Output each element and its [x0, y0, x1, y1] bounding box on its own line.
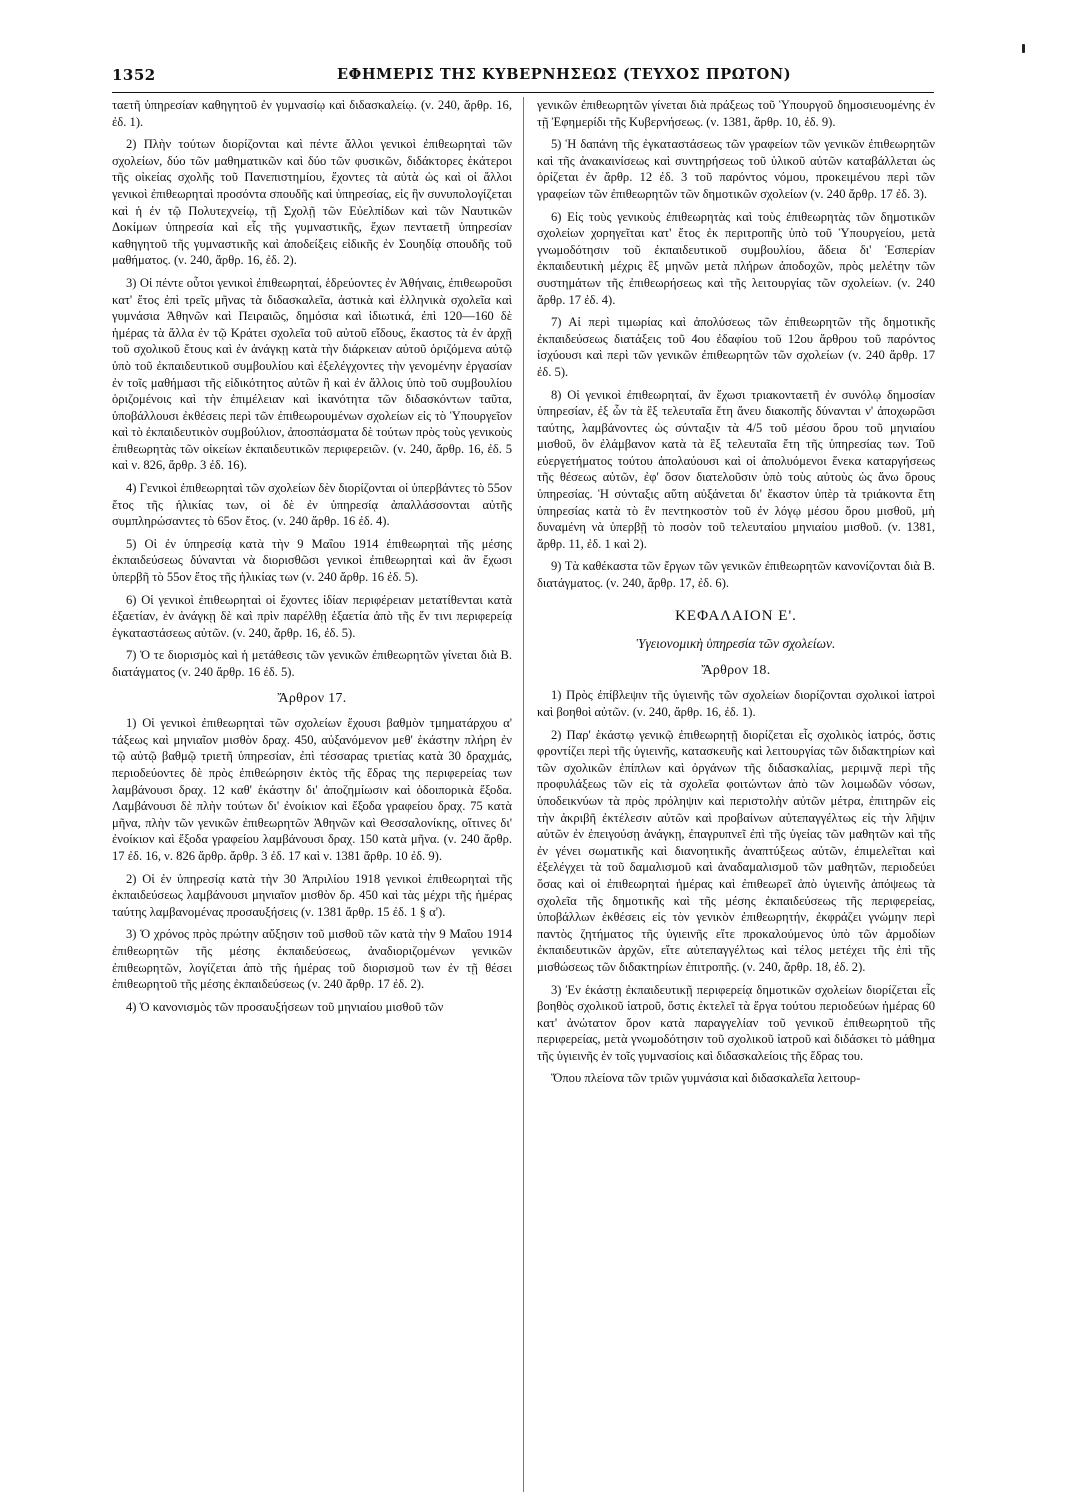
- header-rule: [112, 92, 934, 93]
- paragraph: 2) Παρ' ἑκάστῳ γενικῷ ἐπιθεωρητῇ διορίζεται εἷς σχολικὸς ἰατρός, ὅστις φροντίζει περὶ τῆς ὑγιεινῆς, κατασκευῆς καὶ λειτουργίας τῶν διδακτηρίων καὶ τῶν σχολικῶν ἐπίπλων καὶ ὀργάνων τῆς διδασκαλίας, μεριμνᾷ περὶ τῆς προφυλάξεως τῶν εἰς τὰ σχολεῖα φοιτώντων ἀπὸ τῶν λοιμωδῶν νόσων, ὑποδεικνύων τὰ πρὸς πρόληψιν καὶ περιστολὴν αὐτῶν μέτρα, ἐπιτηρῶν εἰς τὴν ἀκριβῆ ἐκτέλεσιν αὐτῶν καὶ προβαίνων αὐτεπαγγέλτως εἰς τὴν λῆψιν αὐτῶν ἐν ἐπειγούσῃ ἀνάγκῃ, ἐπαγρυπνεῖ ἐπὶ τῆς ὑγείας τῶν μαθητῶν καὶ τῆς ἐν γένει σωματικῆς καὶ διανοητικῆς ἀναπτύξεως αὐτῶν, ἐπιμελεῖται καὶ ἐξελέγχει τὰ τοῦ δαμαλισμοῦ καὶ ἀναδαμαλισμοῦ τῶν μαθητῶν, περιοδεύει ὅσας καὶ οἱ ἐπιθεωρηταὶ ἡμέρας καὶ ἐπιθεωρεῖ ἀπὸ ὑγιεινῆς ἀπόψεως τὰ σχολεῖα τῆς δημοτικῆς καὶ τῆς μέσης ἐκπαιδεύσεως τῆς περιφερείας, ὑποβάλλων ἐκθέσεις εἰς τὸν γενικὸν ἐπιθεωρητήν, ἐκφράζει γνώμην περὶ παντὸς ζητήματος τῆς ὑγιεινῆς εἴτε προκαλούμενος ὑπὸ τῶν ἁρμοδίων ἐκπαιδευτικῶν ἀρχῶν, εἴτε αὐτεπαγγέλτως καὶ τέλος μετέχει τῆς ἐπὶ τῆς μισθώσεως τῶν διδακτηρίων ἐπιτροπῆς. (ν. 240, ἄρθρ. 18, ἐδ. 2).: [537, 727, 935, 974]
- paragraph: 2) Οἱ ἐν ὑπηρεσίᾳ κατὰ τὴν 30 Ἀπριλίου 1918 γενικοὶ ἐπιθεωρηταὶ τῆς ἐκπαιδεύσεως λαμβάνουσι μηνιαῖον μισθὸν δρ. 450 καὶ τὰς μέχρι τῆς ἡμέρας ταύτης λαμβανομένας προσαυξήσεις (ν. 1381 ἄρθρ. 15 ἐδ. 1 § α').: [112, 871, 512, 919]
- page-number: 1352: [112, 66, 156, 84]
- running-title: ΕΦΗΜΕΡΙΣ ΤΗΣ ΚΥΒΕΡΝΗΣΕΩΣ (ΤΕΥΧΟΣ ΠΡΩΤΟΝ): [337, 66, 792, 83]
- paragraph: 6) Εἰς τοὺς γενικοὺς ἐπιθεωρητὰς καὶ τοὺς ἐπιθεωρητὰς τῶν δημοτικῶν σχολείων χορηγεῖται κατ' ἔτος ἐκ περιτροπῆς ὑπὸ τοῦ Ὑπουργείου, μετὰ γνωμοδότησιν τοῦ ἐκπαιδευτικοῦ συμβουλίου, ἄδεια δι' Ἑσπερίαν ἐκπαιδευτικὴ μέχρις ἓξ μηνῶν μετὰ πλήρων ἀποδοχῶν, πρὸς μελέτην τῶν συστημάτων τῆς ἐπιθεωρήσεως καὶ τῆς λειτουργίας τῶν σχολείων. (ν. 240 ἄρθρ. 17 ἐδ. 4).: [537, 209, 935, 307]
- margin-mark: [1022, 44, 1025, 53]
- paragraph: 9) Τὰ καθέκαστα τῶν ἔργων τῶν γενικῶν ἐπιθεωρητῶν κανονίζονται διὰ Β. διατάγματος. (ν. 240, ἄρθρ. 17, ἐδ. 6).: [537, 559, 935, 591]
- right-column: [537, 97, 935, 1492]
- paragraph: 5) Ἡ δαπάνη τῆς ἐγκαταστάσεως τῶν γραφείων τῶν γενικῶν ἐπιθεωρητῶν καὶ τῆς ἀνακαινίσεως καὶ συντηρήσεως τοῦ ὑλικοῦ αὐτῶν καταβάλλεται ὡς ὁρίζεται ἐν ἄρθρ. 12 ἐδ. 3 τοῦ παρόντος νόμου, προκειμένου περὶ τῶν γραφείων τῶν ἐπιθεωρητῶν τῶν δημοτικῶν σχολείων (ν. 240 ἄρθρ. 17 ἐδ. 3).: [537, 137, 935, 201]
- left-column: [112, 97, 512, 1492]
- paragraph: 7) Αἱ περὶ τιμωρίας καὶ ἀπολύσεως τῶν ἐπιθεωρητῶν τῆς δημοτικῆς ἐκπαιδεύσεως διατάξεις τοῦ 4ου ἐδαφίου τοῦ 12ου ἄρθρου τοῦ παρόντος ἰσχύουσι καὶ περὶ τῶν γενικῶν ἐπιθεωρητῶν τῶν σχολείων (ν. 240 ἄρθρ. 17 ἐδ. 5).: [537, 315, 935, 379]
- article-18-title: Ἄρθρον 18.: [701, 662, 771, 678]
- paragraph: 7) Ὁ τε διορισμὸς καὶ ἡ μετάθεσις τῶν γενικῶν ἐπιθεωρητῶν γίνεται διὰ Β. διατάγματος (ν. 240 ἄρθρ. 16 ἐδ. 5).: [112, 648, 512, 679]
- page-header: [112, 66, 934, 88]
- paragraph: 6) Οἱ γενικοὶ ἐπιθεωρηταὶ οἱ ἔχοντες ἰδίαν περιφέρειαν μετατίθενται κατὰ ἑξαετίαν, ἐν ἀνάγκῃ δὲ καὶ πρὶν παρέλθῃ ἑξαετία ἀπὸ τῆς ἔν τινι περιφερείᾳ ἐγκαταστάσεως αὐτῶν. (ν. 240, ἄρθρ. 16, ἐδ. 5).: [112, 592, 512, 640]
- article-17-title: Ἄρθρον 17.: [277, 690, 347, 706]
- paragraph: γενικῶν ἐπιθεωρητῶν γίνεται διὰ πράξεως τοῦ Ὑπουργοῦ δημοσιευομένης ἐν τῇ Ἐφημερίδι τῆς Κυβερνήσεως. (ν. 1381, ἄρθρ. 10, ἐδ. 9).: [537, 98, 935, 129]
- paragraph: 8) Οἱ γενικοὶ ἐπιθεωρηταί, ἂν ἔχωσι τριακονταετῆ ἐν συνόλῳ δημοσίαν ὑπηρεσίαν, ἐξ ὧν τὰ ἓξ τελευταῖα ἔτη ἄνευ διακοπῆς δύνανται ν' ἀποχωρῶσι ταύτης, λαμβάνοντες ὡς σύνταξιν τὰ 4/5 τοῦ μέσου ὅρου τοῦ μηνιαίου μισθοῦ, ὃν ἐλάμβανον κατὰ τὰ ἓξ τελευταῖα ἔτη τῆς ὑπηρεσίας των. Τοῦ εὐεργετήματος τούτου ἀπολαύουσι καὶ οἱ ἀπολυόμενοι ἕνεκα καταργήσεως τῆς θέσεως αὐτῶν, ἐφ' ὅσον διατελοῦσιν ὑπὸ τοὺς αὐτοὺς ὡς ἄνω ὅρους ὑπηρεσίας. Ἡ σύνταξις αὕτη αὐξάνεται δι' ἕκαστον ὑπὲρ τὰ τριάκοντα ἔτη ὑπηρεσίας κατὰ τὸ ἓν πεντηκοστὸν τοῦ ἐν λόγῳ μέσου ὅρου μισθοῦ, μὴ δυναμένη νὰ ὑπερβῇ τὸ ποσὸν τοῦ τελευταίου μηνιαίου μισθοῦ. (ν. 1381, ἄρθρ. 11, ἐδ. 1 καὶ 2).: [537, 387, 935, 551]
- paragraph: 3) Ὁ χρόνος πρὸς πρώτην αὔξησιν τοῦ μισθοῦ τῶν κατὰ τὴν 9 Μαΐου 1914 ἐπιθεωρητῶν τῆς μέσης ἐκπαιδεύσεως, ἀναδιοριζομένων γενικῶν ἐπιθεωρητῶν, λογίζεται ἀπὸ τῆς ἡμέρας τοῦ διορισμοῦ των ἐν τῇ θέσει ἐπιθεωρητοῦ τῆς μέσης ἐκπαιδεύσεως (ν. 240 ἄρθρ. 17 ἐδ. 2).: [112, 927, 512, 992]
- paragraph: 2) Πλὴν τούτων διορίζονται καὶ πέντε ἄλλοι γενικοὶ ἐπιθεωρηταὶ τῶν σχολείων, δύο τῶν μαθηματικῶν καὶ δύο τῶν φυσικῶν, διδάκτορες ἑκάτεροι τῆς οἰκείας σχολῆς τοῦ Πανεπιστημίου, ἔχοντες τὰ αὐτὰ ὡς καὶ οἱ ἄλλοι γενικοὶ ἐπιθεωρηταὶ προσόντα σπουδῆς καὶ ὑπηρεσίας, εἰς ἣν συνυπολογίζεται καὶ ἡ ἐν τῷ Πολυτεχνείῳ, τῇ Σχολῇ τῶν Εὐελπίδων καὶ τῶν Ναυτικῶν Δοκίμων ὑπηρεσία καὶ εἷς τῆς γυμναστικῆς, ἔχων πενταετῆ ὑπηρεσίαν καθηγητοῦ τῆς γυμναστικῆς καὶ ἀποδείξεις εἰδικῆς ἐν Σουηδίᾳ σπουδῆς τοῦ μαθήματος. (ν. 240, ἄρθρ. 16, ἐδ. 2).: [112, 137, 512, 268]
- chapter-subtitle: Ὑγειονομικὴ ὑπηρεσία τῶν σχολείων.: [636, 636, 836, 652]
- paragraph: Ὅπου πλείονα τῶν τριῶν γυμνάσια καὶ διδασκαλεῖα λειτουρ-: [551, 1071, 861, 1086]
- paragraph: 5) Οἱ ἐν ὑπηρεσίᾳ κατὰ τὴν 9 Μαΐου 1914 ἐπιθεωρηταὶ τῆς μέσης ἐκπαιδεύσεως δύνανται νὰ διορισθῶσι γενικοὶ ἐπιθεωρηταὶ καὶ ἂν ἔχωσι ὑπερβῆ τὸ 55ον ἔτος τῆς ἡλικίας των (ν. 240 ἄρθρ. 16 ἐδ. 5).: [112, 536, 512, 585]
- chapter-title: ΚΕΦΑΛΑΙΟΝ Ε'.: [675, 607, 797, 624]
- paragraph: 4) Ὁ κανονισμὸς τῶν προσαυξήσεων τοῦ μηνιαίου μισθοῦ τῶν: [126, 999, 444, 1014]
- paragraph: 1) Οἱ γενικοὶ ἐπιθεωρηταὶ τῶν σχολείων ἔχουσι βαθμὸν τμηματάρχου α' τάξεως καὶ μηνιαῖον μισθὸν δραχ. 450, αὐξανόμενον μεθ' ἑκάστην πλήρη ἐν τῷ αὐτῷ βαθμῷ τριετῆ ὑπηρεσίαν, ἐπὶ τέσσαρας τριετίας κατὰ 30 δραχμάς, περιοδεύοντες δὲ πρὸς ἐπιθεώρησιν ἐκτὸς τῆς ἕδρας της περιφερείας των λαμβάνουσι δραχ. 12 καθ' ἑκάστην δι' ἀποζημίωσιν καὶ ὁδοιπορικὰ ἔξοδα. Λαμβάνουσι δὲ πλὴν τούτων δι' ἐνοίκιον καὶ ἔξοδα γραφείου δραχ. 75 κατὰ μῆνα, πλὴν τῶν γενικῶν ἐπιθεωρητῶν Ἀθηνῶν καὶ Θεσσαλονίκης, οἵτινες δι' ἐνοίκιον καὶ ἔξοδα γραφείου λαμβάνουσι δραχ. 150 κατὰ μῆνα. (ν. 240 ἄρθρ. 17 ἐδ. 16, ν. 826 ἄρθρ. ἄρθρ. 3 ἐδ. 17 καὶ ν. 1381 ἄρθρ. 10 ἐδ. 9).: [112, 716, 512, 863]
- paragraph: 3) Ἐν ἑκάστῃ ἐκπαιδευτικῇ περιφερείᾳ δημοτικῶν σχολείων διορίζεται εἷς βοηθὸς σχολικοῦ ἰατροῦ, ὅστις ἐκτελεῖ τὰ ἔργα τούτου περιοδεύων ἡμέρας 60 κατ' ἀνώτατον ὅρον κατὰ παραγγελίαν τοῦ γενικοῦ ἐπιθεωρητοῦ τῆς περιφερείας, μετὰ γνωμοδότησιν τοῦ σχολικοῦ ἰατροῦ καὶ διδάσκει τὸ μάθημα τῆς ὑγιεινῆς ἐν τοῖς γυμνασίοις καὶ διδασκαλείοις τῆς ἕδρας του.: [537, 982, 935, 1063]
- paragraph: 3) Οἱ πέντε οὗτοι γενικοὶ ἐπιθεωρηταί, ἑδρεύοντες ἐν Ἀθήναις, ἐπιθεωροῦσι κατ' ἔτος ἐπὶ τρεῖς μῆνας τὰ διδασκαλεῖα, ἀστικὰ καὶ ἑλληνικὰ σχολεῖα καὶ γυμνάσια Ἀθηνῶν καὶ Πειραιῶς, δημόσια καὶ ἰδιωτικά, ἐπὶ 120—160 δὲ ἡμέρας τὰ ἄλλα ἐν τῷ Κράτει σχολεῖα τοῦ αὐτοῦ εἴδους, ἕκαστος τὰ ἐν ἀρχῇ τοῦ σχολικοῦ ἔτους καὶ ἐν ἀνάγκῃ κατὰ τὴν διάρκειαν αὐτοῦ ὁριζόμενα αὐτῷ ὑπὸ τοῦ ἐκπαιδευτικοῦ συμβουλίου καὶ ἐξελέγχοντες τὴν γενομένην ἐργασίαν ἐν τοῖς μαθήμασι τῆς εἰδικότητος αὐτῶν ἢ καὶ ἐν ἄλλοις ὑπὸ τοῦ συμβουλίου ὁριζομένοις καὶ τὴν ἐπιμέλειαν καὶ ἱκανότητα τῶν διδασκόντων ταῦτα, ὑποβάλλουσι ἐκθέσεις περὶ τῶν ἐπιθεωρουμένων σχολείων εἰς τὸ Ὑπουργεῖον καὶ τὸ ἐκπαιδευτικὸν συμβούλιον, ἀποσπάσματα δὲ τούτων πρὸς τοὺς γενικοὺς ἐπιθεωρητὰς τῶν οἰκείων ἐκπαιδευτικῶν περιφερειῶν. (ν. 240, ἄρθρ. 16, ἐδ. 5 καὶ ν. 826, ἄρθρ. 3 ἐδ. 16).: [112, 275, 512, 473]
- paragraph: ταετῆ ὑπηρεσίαν καθηγητοῦ ἐν γυμνασίῳ καὶ διδασκαλείῳ. (ν. 240, ἄρθρ. 16, ἐδ. 1).: [112, 98, 512, 129]
- column-divider: [523, 97, 524, 1492]
- paragraph: 1) Πρὸς ἐπίβλεψιν τῆς ὑγιεινῆς τῶν σχολείων διορίζονται σχολικοὶ ἰατροὶ καὶ βοηθοὶ αὐτῶν. (ν. 240, ἄρθρ. 16, ἐδ. 1).: [537, 688, 935, 719]
- paragraph: 4) Γενικοὶ ἐπιθεωρηταὶ τῶν σχολείων δὲν διορίζονται οἱ ὑπερβάντες τὸ 55ον ἔτος τῆς ἡλικίας των, οἱ δὲ ἐν ὑπηρεσίᾳ ἀπαλλάσσονται αὐτῆς συμπληρώσαντες τὸ 65ον ἔτος. (ν. 240 ἄρθρ. 16 ἐδ. 4).: [112, 481, 512, 529]
